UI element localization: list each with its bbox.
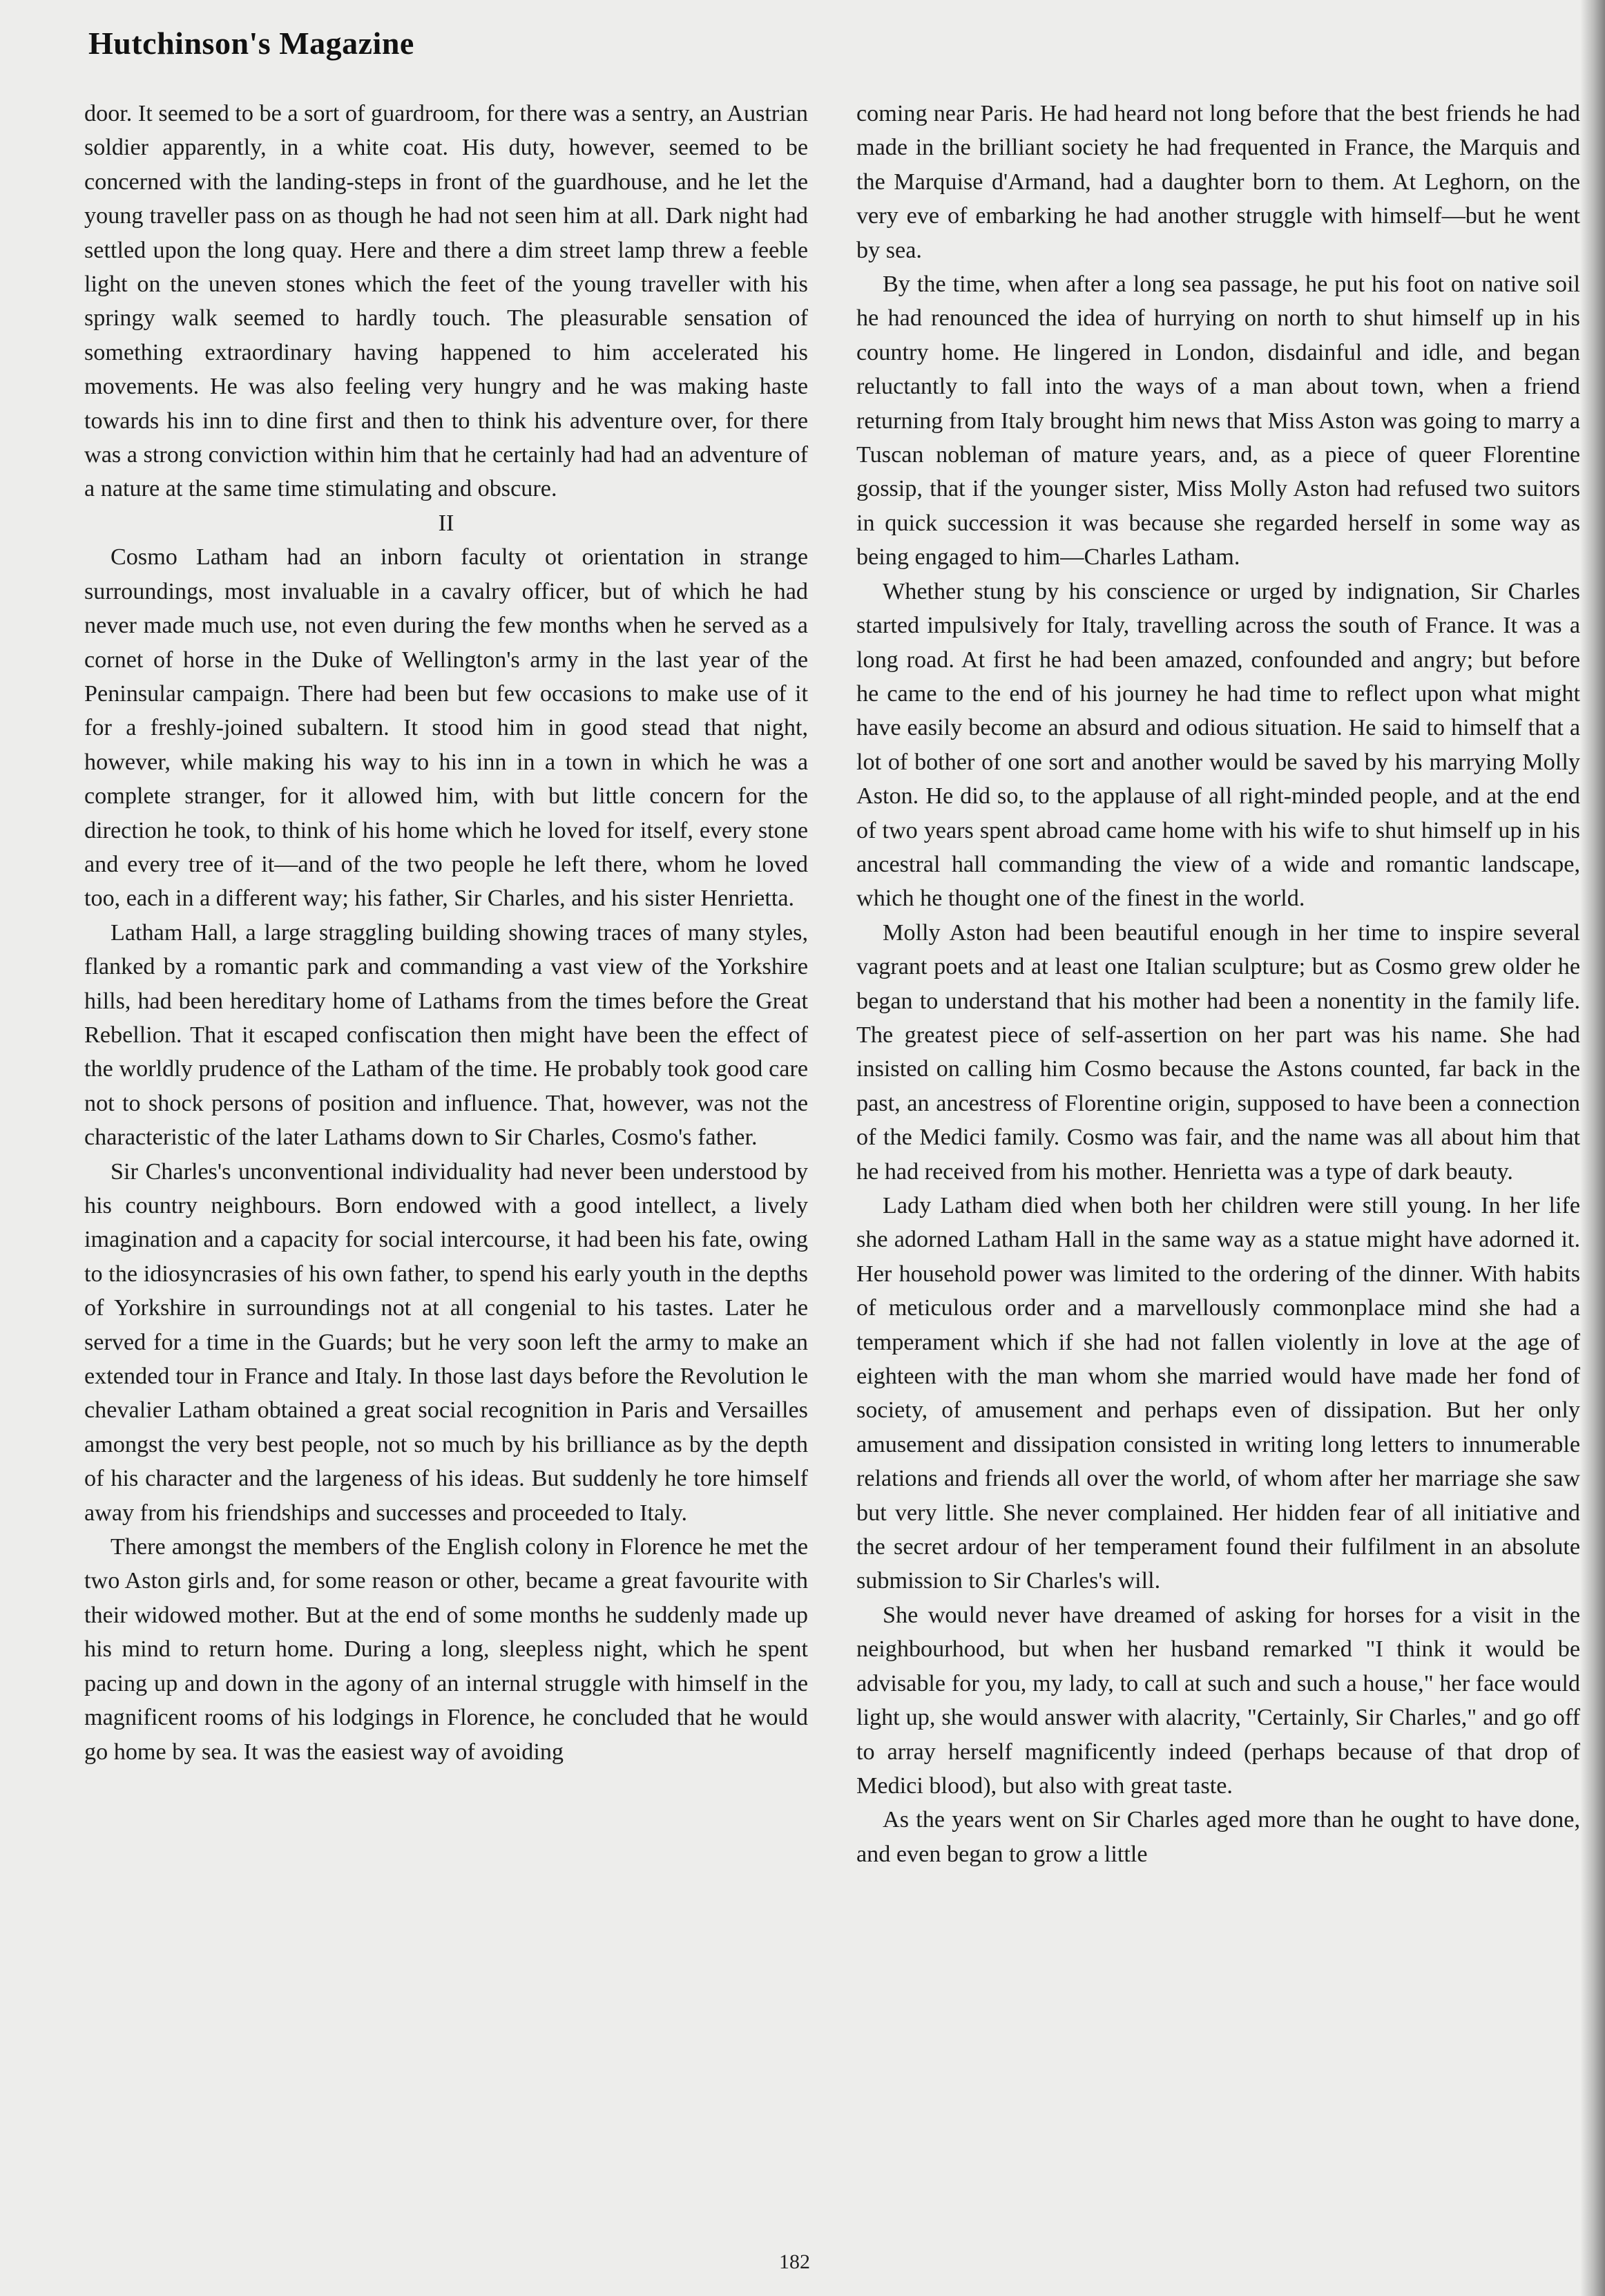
paragraph: As the years went on Sir Charles aged more than he ought to have done, and even began to grow a little [856, 1807, 1580, 1867]
right-column [856, 97, 1580, 1871]
paragraph: coming near Paris. He had heard not long before that the best friends he had made in the brilliant society he had frequented in France, the Marquis and the Marquise d'Armand, had a daughter born to them. At Leghorn, on the very eve of embarking he had another struggle with himself—but he went by sea. [856, 101, 1580, 263]
paragraph: door. It seemed to be a sort of guardroom, for there was a sentry, an Austrian soldier apparently, in a white coat. His duty, however, seemed to be concerned with the landing-steps in front of the guardhouse, and he let the young traveller pass on as though he had not seen him at all. Dark night had settled upon the long quay. Here and there a dim street lamp threw a feeble light on the uneven stones which the feet of the young traveller with his springy walk seemed to hardly touch. The pleasurable sensation of something extraordinary having happened to him accelerated his movements. He was also feeling very hungry and he was making haste towards his inn to dine first and then to think his adventure over, for there was a strong conviction within him that he certainly had had an adventure of a nature at the same time stimulating and obscure. [84, 101, 808, 502]
running-head-title: Hutchinson's Magazine [88, 26, 414, 61]
paragraph: Whether stung by his conscience or urged by indignation, Sir Charles started impulsively for Italy, travelling across the south of France. It was a long road. At first he had been amazed, confounded and angry; but before he came to the end of his journey he had time to reflect upon what might have easily become an absurd and odious situation. He said to himself that a lot of bother of one sort and another would be saved by his marrying Molly Aston. He did so, to the applause of all right-minded people, and at the end of two years spent abroad came home with his wife to shut himself up in his ancestral hall commanding the view of a wide and romantic landscape, which he thought one of the finest in the world. [856, 578, 1580, 912]
paragraph: Molly Aston had been beautiful enough in her time to inspire several vagrant poets and at least one Italian sculpture; but as Cosmo grew older he began to understand that his mother had been a nonentity in the family life. The greatest piece of self-assertion on her part was his name. She had insisted on calling him Cosmo because the Astons counted, far back in the past, an ancestress of Florentine origin, supposed to have been a connection of the Medici family. Cosmo was fair, and the name was all about him that he had received from his mother. Henrietta was a type of dark beauty. [856, 919, 1580, 1185]
paragraph: Lady Latham died when both her children were still young. In her life she adorned Latham Hall in the same way as a statue might have adorned it. Her household power was limited to the ordering of the dinner. With habits of meticulous order and a marvellously commonplace mind she had a temperament which if she had not fallen violently in love at the age of eighteen with the man whom she married would have made her fond of society, of amusement and perhaps even of dissipation. But her only amusement and dissipation consisted in writing long letters to innumerable relations and friends all over the world, of whom after her marriage she saw but very little. She never complained. Her hidden fear of all initiative and the secret ardour of her temperament found their fulfilment in an absolute submission to Sir Charles's will. [856, 1193, 1580, 1594]
paragraph: She would never have dreamed of asking for horses for a visit in the neighbourhood, but when her husband remarked "I think it would be advisable for you, my lady, to call at such and such a house," her face would light up, she would answer with alacrity, "Certainly, Sir Charles," and go off to array herself magnificently indeed (perhaps because of that drop of Medici blood), but also with great taste. [856, 1602, 1580, 1799]
section-number: II [438, 510, 454, 536]
paragraph: By the time, when after a long sea passage, he put his foot on native soil he had renounced the idea of hurrying on north to shut himself up in his country home. He lingered in London, disdainful and idle, and began reluctantly to fall into the ways of a man about town, when a friend returning from Italy brought him news that Miss Aston was going to marry a Tuscan nobleman of mature years, and, as a piece of queer Florentine gossip, that if the younger sister, Miss Molly Aston had refused two suitors in quick succession it was because she regarded herself in some way as being engaged to him—Charles Latham. [856, 271, 1580, 571]
paragraph: Cosmo Latham had an inborn faculty ot orientation in strange surroundings, most invaluable in a cavalry officer, but of which he had never made much use, not even during the few months when he served as a cornet of horse in the Duke of Wellington's army in the last year of the Peninsular campaign. There had been but few occasions to make use of it for a freshly-joined subaltern. It stood him in good stead that night, however, while making his way to his inn in a town in which he was a complete stranger, for it allowed him, with but little concern for the direction he took, to think of his home which he loved for itself, every stone and every tree of it—and of the two people he left there, whom he loved too, each in a different way; his father, Sir Charles, and his sister Henrietta. [84, 544, 808, 912]
paragraph: Sir Charles's unconventional individuality had never been understood by his country neighbours. Born endowed with a good intellect, a lively imagination and a capacity for social intercourse, it had been his fate, owing to the idiosyncrasies of his own father, to spend his early youth in the depths of Yorkshire in surroundings not at all congenial to his tastes. Later he served for a time in the Guards; but he very soon left the army to make an extended tour in France and Italy. In those last days before the Revolution le chevalier Latham obtained a great social recognition in Paris and Versailles amongst the very best people, not so much by his brilliance as by the depth of his character and the largeness of his ideas. But suddenly he tore himself away from his friendships and successes and proceeded to Italy. [84, 1158, 808, 1526]
left-column [84, 97, 808, 1769]
page-number: 182 [779, 2250, 810, 2273]
paragraph: Latham Hall, a large straggling building showing traces of many styles, flanked by a romantic park and commanding a vast view of the Yorkshire hills, had been hereditary home of Lathams from the times before the Great Rebellion. That it escaped confiscation then might have been the effect of the worldly prudence of the Latham of the time. He probably took good care not to shock persons of position and influence. That, however, was not the characteristic of the later Lathams down to Sir Charles, Cosmo's father. [84, 919, 808, 1151]
paragraph: There amongst the members of the English colony in Florence he met the two Aston girls and, for some reason or other, became a great favourite with their widowed mother. But at the end of some months he suddenly made up his mind to return home. During a long, sleepless night, which he spent pacing up and down in the agony of an internal struggle with himself in the magnificent rooms of his lodgings in Florence, he concluded that he would go home by sea. It was the easiest way of avoiding [84, 1534, 808, 1765]
page-edge-shadow [1580, 0, 1605, 2296]
